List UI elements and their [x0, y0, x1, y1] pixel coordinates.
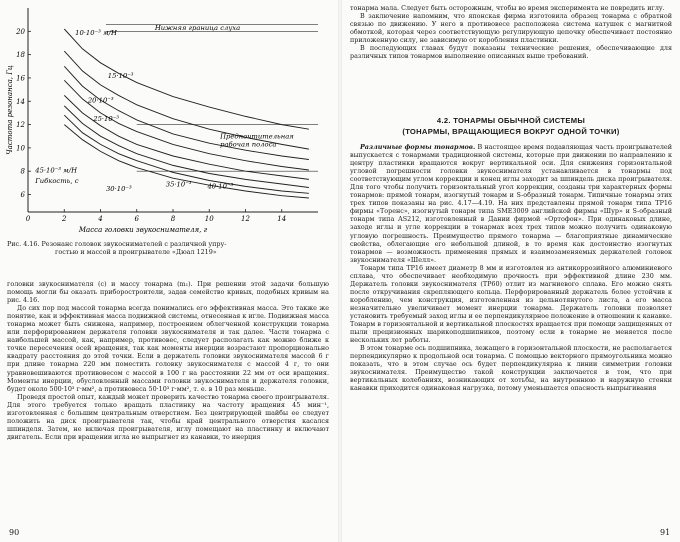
- resonance-chart: [0, 0, 340, 240]
- paragraph: В заключение напомним, что японская фирма изготовила образец тонарма с обратной связью по движению. У него в противовесе расположена система катушек с магнитной обмоткой, которая через соответствующую регулирующую цепочку обеспечивает постоянно приложенную силу, не зависимую от коробления пластинки.: [350, 12, 672, 45]
- runin-heading: Различные формы тонармов.: [360, 143, 476, 151]
- series-label-6: 35·10⁻³: [165, 180, 192, 189]
- x-tick-label: 8: [170, 215, 176, 223]
- y-tick-label: 16: [16, 74, 25, 83]
- y-axis-label: Частота резонанса, Гц: [6, 65, 14, 155]
- series-label-4: 25·10⁻³: [93, 115, 120, 124]
- x-tick-label: 0: [25, 215, 31, 223]
- preferred-band: [106, 24, 318, 171]
- paragraph: тонарма мала. Следует быть осторожным, чтобы во время эксперимента не повредить иглу.: [350, 4, 665, 12]
- paragraph-with-runin: [350, 143, 672, 264]
- figure-caption: [7, 240, 329, 257]
- paragraph: До сих пор под массой тонарма всегда понимались его эффективная масса. Это также же понятие, как и эффективная масса подвижной системы, отнесенная к игле. Подвижная масса тонарма может быть снижена, например, построением облегченной конструкции тонарма или перфорированием держателя головки звукоснимателя и так далее. Части тонарма с наибольшей массой, как, например, противовес, следует располагать как можно ближе к точке пересечения осей вращения, так как моменты инерции возрастают пропорционально квадрату расстояния до этой точки. Если в держатель головки звукоснимателя массой 6 г при длине тонарма 220 мм поместить головку звукоснимателя с массой 4 г, то они уравновешиваются противовесом с массой в 100 г на расстоянии 22 мм от оси вращения. Моменты инерции, обусловленный массами головки звукоснимателя и держателя головки, будет около 500·10³ г·мм², а противовеса 50·10³ г·мм², т. е. в 10 раз меньше.: [7, 304, 329, 393]
- series-label-2: 15·10⁻³: [107, 71, 134, 80]
- paragraph: В этом тонарме ось подшипника, лежащего в горизонтальной плоскости, не располагается перпендикулярно к продольной оси тонарма. С помощью векторного прямоугольника можно показать, что в этом случае ось будет перпендикулярна к линии симметрии головки звукоснимателя. Преимущество такой конструкции заключается в том, что при вертикальных колебаниях, возникающих от хотьбы, на внутреннюю и наружную стенки канавки приходится одинаковая нагрузка, потому уменьшается опасность выпрыгивания: [350, 344, 673, 393]
- section-subheading: (ТОНАРМЫ, ВРАЩАЮЩИЕСЯ ВОКРУГ ОДНОЙ ТОЧКИ): [402, 127, 620, 136]
- compliance-label-top: 45·10⁻³ м/Н: [35, 166, 78, 175]
- band-label-bottom: рабочая полоса: [220, 140, 277, 149]
- chart-series-group: [64, 29, 309, 198]
- paragraph: головки звукоснимателя (с) и массу тонарма (m₁). При решении этой задачи большую помощь могли бы оказать приборостроители, задав семейство кривых, подобных кривым на рис. 4.16.: [7, 280, 329, 305]
- series-label-1: 10·10⁻³ м/Н: [75, 28, 117, 37]
- paragraph: Проведя простой опыт, каждый может проверить качество тонарма своего проигрывателя. Для этого требуется только вращать пластинку на частоту вращения 45 мин⁻¹, изготовленная с большим центральным отверстием. Без центрирующей шайбы ее следует положить на диск проигрывателя так, чтобы край центрального отверстия касался шпинделя. Затем, не включая проигрывателя, иглу помещают на пластинку и включают двигатель. Если при вращении игла не выпрыгнет из канавки, то инерция: [7, 392, 329, 441]
- x-axis-label: Масса головки звукоснимателя, г: [78, 226, 208, 234]
- chart-labels-group: [34, 24, 294, 193]
- x-tick-label: 6: [134, 215, 139, 223]
- y-tick-label: 12: [16, 121, 25, 130]
- y-tick-label: 10: [16, 144, 25, 153]
- hearing-limit-label: Нижняя граница слуха: [154, 23, 241, 32]
- chart-axes: [6, 8, 318, 234]
- caption-line-1: Рис. 4.16. Резонанс головок звукоснимателей с различной упру-: [7, 240, 227, 248]
- page-number-right: 91: [660, 528, 671, 537]
- left-page-text: [7, 280, 329, 441]
- x-tick-label: 2: [62, 215, 67, 223]
- y-tick-label: 18: [16, 51, 25, 60]
- paragraph: Тонарм типа TP16 имеет диаметр 8 мм и изготовлен из антикоррозийного алюминиевого сплава, что обеспечивает необходимую прочность при эффективной длине 230 мм. Держатель головки звукоснимателя (TP60) отлит из магниевого сплава. Его можно снять после откручивания скрепляющего кольца. Перфорированный держатель более устойчив к короблению, чем конструкция, изготовленная из цельнотянутого листа, а его масса незначительно увеличивает момент инерции тонарма. Держатель головки позволяет установить требуемый заход иглы и ее перпендикулярное положение в отношении к канавке. Тонарм в горизонтальной и вертикальной плоскостях вращается при помощи защищенных от пыли прецизионных шарикоподшипников, поэтому если в тонарме не меняется после нескольких лет работы.: [350, 263, 672, 345]
- compliance-label-bottom: Гибкость, с: [35, 176, 79, 185]
- right-page-body-text: [350, 143, 672, 392]
- y-tick-label: 8: [20, 167, 25, 176]
- x-tick-label: 4: [98, 215, 103, 223]
- section-heading: 4.2. ТОНАРМЫ ОБЫЧНОЙ СИСТЕМЫ: [436, 116, 586, 125]
- paragraph: В последующих главах будут показаны технические решения, обеспечивающие для различных типов тонармов выполнение описанных выше требований.: [350, 44, 672, 61]
- x-tick-label: 10: [204, 215, 214, 223]
- series-label-7: 40·10⁻³: [207, 182, 234, 191]
- x-tick-label: 12: [241, 215, 250, 223]
- band-label-top: Предпочтительная: [220, 132, 294, 141]
- right-page-top-text: [350, 4, 672, 60]
- series-label-3: 20·10⁻³: [87, 96, 114, 105]
- series-label-5: 30·10⁻³: [105, 185, 132, 194]
- y-tick-label: 6: [20, 191, 25, 200]
- page-number-left: 90: [9, 528, 20, 537]
- book-gutter: [338, 0, 342, 542]
- x-tick-label: 14: [277, 215, 287, 223]
- caption-line-2: гостью и массой в проигрывателе «Дюал 1219»: [55, 248, 217, 257]
- paragraph-text: В настоящее время подавляющая часть проигрывателей выпускается с тонармами традиционной системы, которые при движении по направлению к центру пластинки вращаются вокруг вертикальной оси. Для снижения горизонтальной угловой погрешности головки звукоснимателя устанавливается в тонармы под соответствующим углом коррекции и конец иглы заходит за шпиндель диска проигрывателя. Для того чтобы получить горизонтальный угол коррекции, созданы три характерных формы тонармов: прямой тонарм, изогнутый тонарм и S-образный тонарм. Типичные тонармы этих трех типов показаны на рис. 4.17—4.19. На них представлены прямой тонарм типа TP16 фирмы «Торенс», изогнутый тонарм типа SME3009 английской фирмы «Шур» и S-образный тонарм типа AS212, изготовленный в Дании фирмой «Ортофон». При одинаковых длине, заходе иглы и угле коррекции в тонармах всех трех типов можно получить одинаковую угловую погрешность. Преимущество прямого тонарма — благоприятные динамические свойства, облегающие его небольшой длиной, в то время как достоинство изогнутых тонармов — возможность применения прямых и взаимозаменяемых держателей головок звукоснимателя «Шелл».: [350, 143, 672, 264]
- y-tick-label: 14: [16, 97, 25, 106]
- y-tick-label: 20: [16, 27, 25, 36]
- series-line-4: [64, 80, 309, 170]
